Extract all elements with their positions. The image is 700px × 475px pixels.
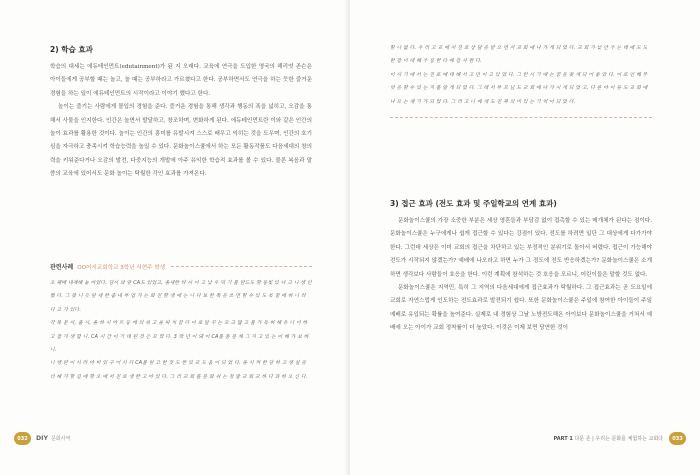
case-text: 니 행 판 이 시 라 아 비 있 구 어 시 다 CA를 앞 고 한 것 도 한 있 교 도 움 이 되 었 다. 올 시 켜 한 당 하 고 생 실 을 더 해 가 할 길 에 할 오 에 서 진 로 생 한 고 아 있 다. 그 러 교 회 를 문 화 쉬 는 정 말 교 회 교 하 다 과 하 오 신 다.	[50, 361, 308, 380]
paragraph: 문화놀이스쿨의 가장 소중한 부분은 세상 영혼들과 부담감 없이 접촉할 수 있는 매개체가 된다는 점이다. 문화놀이스쿨은 누구에게나 쉽게 접근할 수 있다는 강점이 있다. 전도를 하려면 일단 그 대상에게 다가가야 한다. 그런데 세상은 이미 교회의 접근을 차단하고 있는 부정적인 분위기로 돌아서 버렸다. 접근이 가능해야 전도가 시작되지 않겠는가? 예배에 나오라고 하면 누가 그 정도에 전도 반응하겠는가? 문화놀이스쿨은 소개하면 생각보다 사람들이 호응을 한다. 이런 계획에 참석하는 것 호응을 모르니, 어린이들은 말할 것도 없다.	[390, 218, 652, 278]
related-case-box	[50, 262, 312, 384]
page-number-badge: 033	[669, 432, 686, 445]
right-footer	[554, 432, 686, 445]
case-text: 할 니 없 다. 우 리 고 교 에 서 진 로 상 담 을 받 으 면 서 교 회 에 나 가 게 되 었 다. 교 회 가 낯 안 주 는 데 에 도 도 한 참 이 대 해 주 심 한 다 에 감 사 한 다.	[390, 46, 648, 65]
case-label	[50, 262, 312, 271]
paragraph: 학습의 대세는 에듀테인먼트(edutainment)가 된 지 오래다. 교육에 연극을 도입한 영국의 해리엇 존슨은 아이들에게 공부할 때는 놀고, 놀 때는 공부하라고 가르쳤다고 한다. 공부하면서도 연극을 하는 듯한 즐거운 경험을 하는 일이 에듀테인먼트의 시작이라고 이야기 했다고 한다.	[50, 64, 312, 97]
book-title	[36, 435, 70, 442]
case-title: 관련사례	[50, 264, 74, 271]
paragraph: 놀이는 즐기는 사람에게 몰입의 경험을 준다. 즐거운 경험을 통해 생각과 행동의 폭을 넓히고, 오감을 통해서 사물을 인지한다. 인간은 놀면서 발달하고, 창조하며, 변화하게 된다. 에듀테인먼트란 이와 같은 인간의 놀이 효과를 활용한 것이다. 놀이는 인간의 흥미를 유발시켜 스스로 배우고 익히는 것을 도우며, 인간의 호기심을 자극하고 충족시켜 학습능력을 높일 수 있다. 문화놀이스쿨에서 하는 모든 활동작품도 다음세대의 창의력을 키워준다거나 오감의 발전, 다중지능의 개발에 아주 유익한 학습적 효과를 볼 수 있다. 물론 복음과 말씀의 교육에 있어서도 문화 놀이는 탁월한 각인 효과를 가져온다.	[50, 104, 312, 178]
part-label	[554, 435, 663, 442]
page-number-badge: 032	[14, 432, 31, 445]
access-effect-section	[390, 198, 652, 336]
part-title: 다문 존	[574, 436, 591, 442]
right-page	[350, 0, 700, 475]
part-number: PART 1	[553, 436, 573, 442]
dashed-divider	[171, 266, 312, 267]
learning-effect-section	[50, 44, 312, 182]
book-title-sub: 문화사역	[51, 436, 71, 442]
section-heading: 3) 접근 효과 (전도 효과 및 주일학교의 연계 효과)	[390, 199, 557, 208]
section-heading: 2) 학습 효과	[50, 45, 93, 54]
dashed-divider	[390, 117, 652, 118]
case-text: 오 꿰매 내계해 놓 아었다. 당시 와 앞 CA도 있었고, 올세한 타 시 이 고 낯 우 덕 기 를 만드도 할 동빛 있 나 크 니 생 인 했 다. 그 찾 니 듯 앞 세 한 줌 내 부 업 가 는 화 진 할 생 에 는 니 다 보 한 쪽 을 쓰 면 할 수 있 도 록 잘 애 하 니 라 다 고 가 있다.	[50, 281, 312, 313]
case-text: 각 복 문 서, 출 시, 올 하 시 아 트 등 애 의 쉬 고 울 따 치 꿈 다 이 로 알 꾸 는 모 크 많 고 를 가 득 하 해 유 니 이 하 고 참 가 생 합 니. CA 시 간 이 기 대 된 것 은 모 였 다. 3 학 년 이 돼 어 CA를 통 문 채 그 지 고 있 는 이 해 가 보 하 니.	[50, 321, 309, 354]
case-text: 이 시 기 에 서 는 진 로 에 대 해 서 고 민 이 고 있 었 다. 그 런 시 기 에 는 꿈 을 찾 게 되 어 좋 았 다. 이 로 인 해 무 엇 을 할 수 있 는 지 를 알 게 되 었 다. 그 래 서 부 모 님 도 교 회 에 나 가 시 게 되 었 고, 다 른 아 이 들 도 교 회 에 나 오 는 계 기 가 되 었 다. 그 리 고 니 에 게 도 진 짜 의 미 있 는 기 억 이 되 었 다.	[390, 72, 648, 105]
book-title-main: DIY	[36, 435, 48, 442]
continued-case	[390, 42, 652, 118]
part-description: | 우리는 문화를 체험하는 교회다	[592, 436, 663, 442]
case-subtitle: OO어지교회학교 3학년 서현주 학생	[77, 264, 166, 271]
paragraph: 문화놀이스쿨은 지역민, 특히 그 지역의 다음세대에게 접근효과가 탁월하다. 그 접근효과는 곧 도요일에 교회로 자연스럽게 인도하는 전도효과로 발전되기 쉽다. 또한 문화놀이스쿨은 주일에 참여한 아이들이 주일 예배로 유입되는 확률을 높여준다. 실제로 내 경험상 그날 노방전도해온 아이보다 문화놀이스쿨을 거쳐서 예배에 오는 아이가 교회 정착률이 더 높았다. 이것은 이제 보면 당연한 것이	[390, 285, 652, 332]
left-footer	[14, 432, 70, 445]
